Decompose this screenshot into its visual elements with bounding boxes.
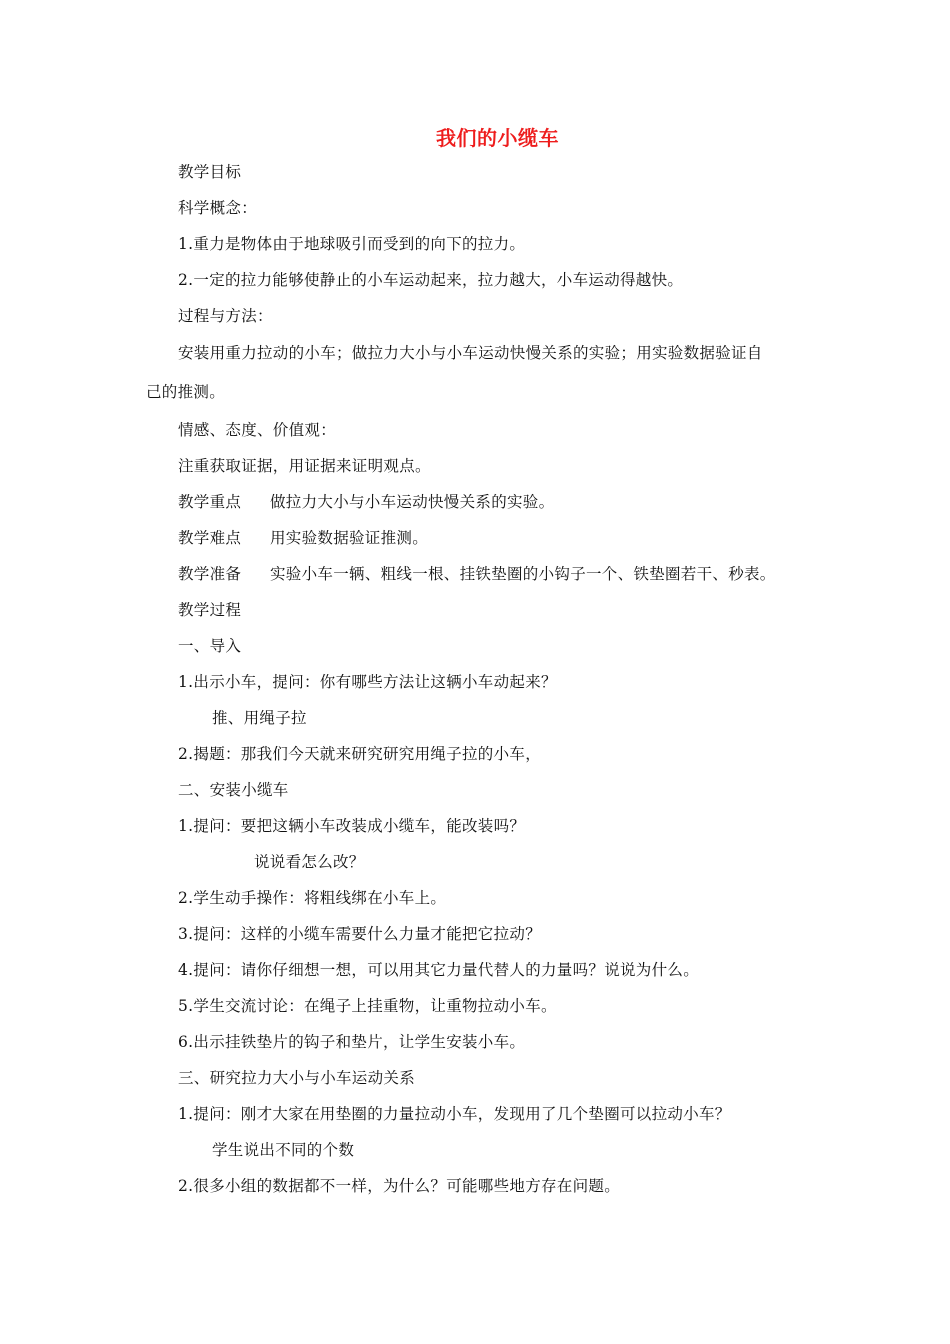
- preparation-label: 教学准备: [178, 565, 242, 583]
- section-2-item-5: 5.学生交流讨论：在绳子上挂重物，让重物拉动小车。: [178, 997, 557, 1015]
- key-point-row: [178, 492, 554, 512]
- section-2-item-6: 6.出示挂铁垫片的钩子和垫片，让学生安装小车。: [178, 1033, 526, 1051]
- attitude-heading: 情感、态度、价值观：: [178, 421, 337, 439]
- section-3-item-2: 2.很多小组的数据都不一样，为什么？可能哪些地方存在问题。: [178, 1177, 620, 1195]
- science-concept-heading: 科学概念：: [178, 199, 258, 217]
- key-point-text: 做拉力大小与小车运动快慢关系的实验。: [270, 493, 555, 511]
- document-title: 我们的小缆车: [436, 126, 559, 150]
- concept-item-1: 1.重力是物体由于地球吸引而受到的向下的拉力。: [178, 235, 526, 253]
- difficulty-label: 教学难点: [178, 529, 242, 547]
- objectives-heading: 教学目标: [178, 163, 242, 181]
- attitude-text: 注重获取证据，用证据来证明观点。: [178, 457, 431, 475]
- process-method-text-line-1: 安装用重力拉动的小车；做拉力大小与小车运动快慢关系的实验；用实验数据验证自: [178, 344, 763, 362]
- section-1-item-1-answer: 推、用绳子拉: [212, 709, 307, 727]
- section-1-item-2: 2.揭题：那我们今天就来研究研究用绳子拉的小车，: [178, 745, 541, 763]
- section-2-item-1-followup: 说说看怎么改？: [254, 853, 365, 871]
- section-3-item-1: 1.提问：刚才大家在用垫圈的力量拉动小车，发现用了几个垫圈可以拉动小车？: [178, 1105, 731, 1123]
- section-2-item-3: 3.提问：这样的小缆车需要什么力量才能把它拉动？: [178, 925, 541, 943]
- section-3-item-1-answer: 学生说出不同的个数: [212, 1141, 355, 1159]
- preparation-text: 实验小车一辆、粗线一根、挂铁垫圈的小钩子一个、铁垫圈若干、秒表。: [270, 565, 776, 583]
- teaching-process-heading: 教学过程: [178, 601, 242, 619]
- difficulty-text: 用实验数据验证推测。: [270, 529, 429, 547]
- section-3-heading: 三、研究拉力大小与小车运动关系: [178, 1069, 416, 1087]
- preparation-row: [178, 564, 776, 584]
- difficulty-row: [178, 528, 428, 548]
- process-method-text-line-2: 己的推测。: [146, 383, 226, 401]
- section-2-item-4: 4.提问：请你仔细想一想，可以用其它力量代替人的力量吗？说说为什么。: [178, 961, 699, 979]
- section-2-heading: 二、安装小缆车: [178, 781, 289, 799]
- key-point-label: 教学重点: [178, 493, 242, 511]
- section-1-item-1: 1.出示小车，提问：你有哪些方法让这辆小车动起来？: [178, 673, 557, 691]
- section-1-heading: 一、导入: [178, 637, 242, 655]
- concept-item-2: 2.一定的拉力能够使静止的小车运动起来，拉力越大，小车运动得越快。: [178, 271, 684, 289]
- section-2-item-2: 2.学生动手操作：将粗线绑在小车上。: [178, 889, 447, 907]
- section-2-item-1: 1.提问：要把这辆小车改装成小缆车，能改装吗？: [178, 817, 526, 835]
- process-method-heading: 过程与方法：: [178, 307, 273, 325]
